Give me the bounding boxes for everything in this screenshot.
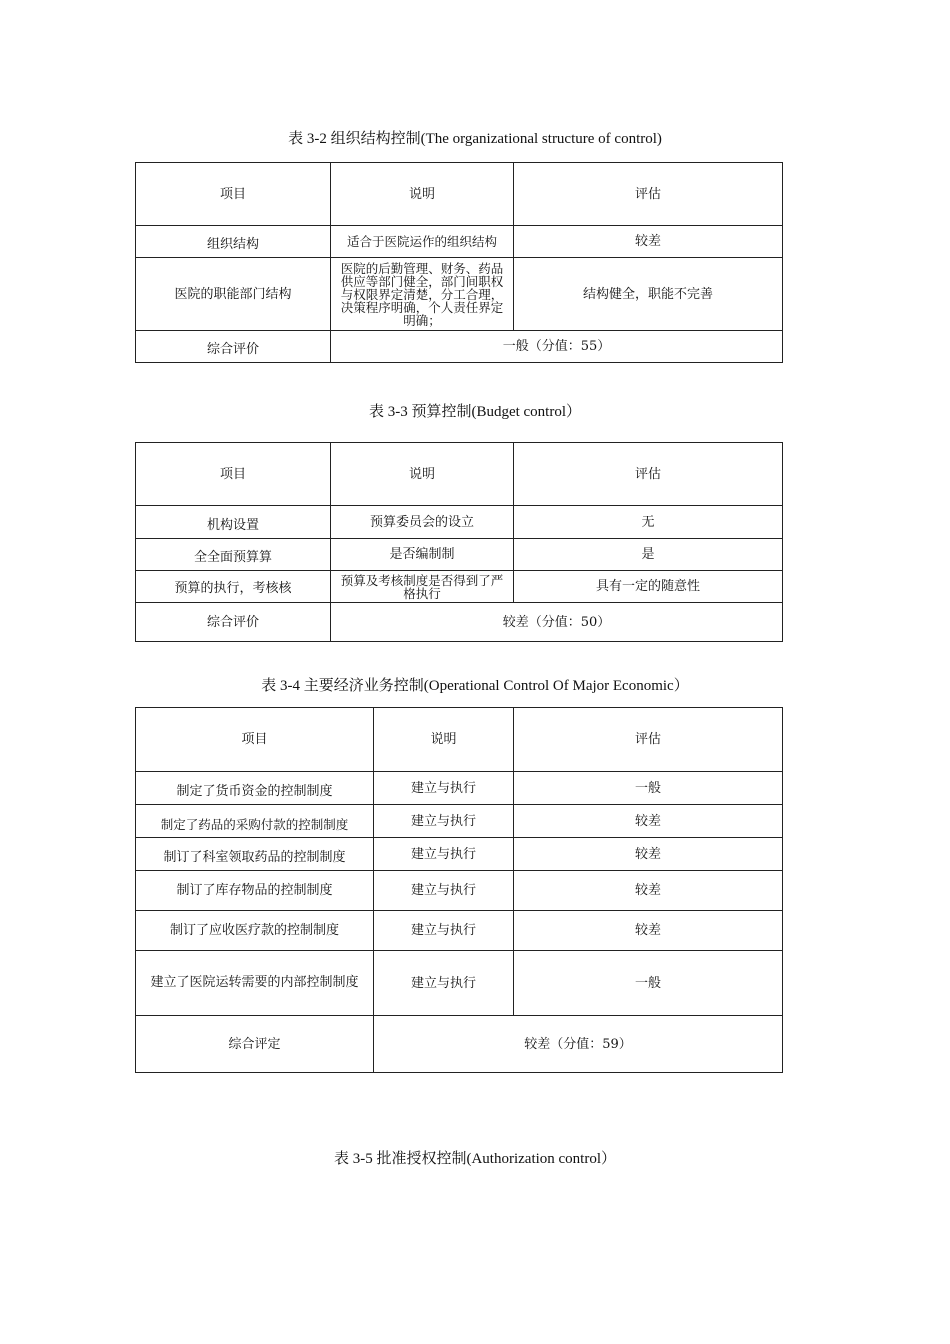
- row-evaluation: 较差: [514, 838, 783, 871]
- table-3-4-caption: [0, 674, 950, 695]
- caption-prefix: 表 3-4 主要经济业务控制: [261, 678, 424, 694]
- summary-row: [136, 331, 783, 363]
- row-evaluation: 具有一定的随意性: [514, 571, 783, 603]
- caption-english: (Budget control: [471, 404, 567, 420]
- row-description: 建立与执行: [374, 871, 514, 911]
- row-evaluation: 较差: [514, 226, 783, 258]
- row-description: 建立与执行: [374, 772, 514, 805]
- row-description: 适合于医院运作的组织结构: [331, 226, 514, 258]
- header-item: 项目: [136, 163, 331, 226]
- summary-value: 较差（分值：59）: [374, 1016, 783, 1073]
- row-evaluation: 较差: [514, 911, 783, 951]
- table-row: [136, 506, 783, 539]
- row-item: 制订了科室领取药品的控制制度: [136, 838, 374, 871]
- caption-close: ）: [566, 404, 582, 420]
- table-row: [136, 911, 783, 951]
- row-description: 预算委员会的设立: [331, 506, 514, 539]
- row-item: 制订了库存物品的控制制度: [136, 871, 374, 911]
- table-row: [136, 772, 783, 805]
- row-item: 医院的职能部门结构: [136, 258, 331, 331]
- caption-prefix: 表 3-2 组织结构控制: [288, 131, 421, 147]
- table-row: [136, 951, 783, 1016]
- summary-value: 一般（分值：55）: [331, 331, 783, 363]
- caption-prefix: 表 3-5 批准授权控制: [333, 1151, 467, 1167]
- header-item: 项目: [136, 443, 331, 506]
- table-row: [136, 805, 783, 838]
- header-description: 说明: [331, 443, 514, 506]
- row-evaluation: 一般: [514, 772, 783, 805]
- row-item: 建立了医院运转需要的内部控制制度: [136, 951, 374, 1016]
- row-description: 建立与执行: [374, 911, 514, 951]
- table-row: [136, 871, 783, 911]
- table-row: [136, 838, 783, 871]
- row-evaluation: 无: [514, 506, 783, 539]
- row-item: 全全面预算算: [136, 539, 331, 571]
- table-3-2-caption: [0, 127, 950, 148]
- caption-english: (Authorization control: [466, 1151, 602, 1167]
- table-3-5-caption: [0, 1147, 950, 1168]
- header-evaluation: 评估: [514, 443, 783, 506]
- row-description: 建立与执行: [374, 951, 514, 1016]
- table-row: [136, 258, 783, 331]
- summary-label: 综合评价: [136, 603, 331, 642]
- table-row: [136, 571, 783, 603]
- row-description: 是否编制制: [331, 539, 514, 571]
- caption-close: ）: [601, 1151, 617, 1167]
- caption-english: (Operational Control Of Major Economic: [423, 678, 674, 694]
- table-3-2: [135, 162, 783, 363]
- row-item: 组织结构: [136, 226, 331, 258]
- row-evaluation: 是: [514, 539, 783, 571]
- row-evaluation: 结构健全，职能不完善: [514, 258, 783, 331]
- row-item: 机构设置: [136, 506, 331, 539]
- row-description: 建立与执行: [374, 838, 514, 871]
- row-item: 制定了货币资金的控制制度: [136, 772, 374, 805]
- row-evaluation: 一般: [514, 951, 783, 1016]
- row-item: 制定了药品的采购付款的控制制度: [136, 805, 374, 838]
- header-item: 项目: [136, 708, 374, 772]
- table-row: [136, 226, 783, 258]
- summary-value: 较差（分值：50）: [331, 603, 783, 642]
- table-header-row: [136, 708, 783, 772]
- table-3-3-caption: [0, 400, 950, 421]
- row-description: 预算及考核制度是否得到了严格执行: [331, 571, 514, 603]
- header-evaluation: 评估: [514, 708, 783, 772]
- table-3-3: [135, 442, 783, 642]
- table-header-row: [136, 443, 783, 506]
- summary-label: 综合评价: [136, 331, 331, 363]
- summary-row: [136, 1016, 783, 1073]
- header-evaluation: 评估: [514, 163, 783, 226]
- row-description: 医院的后勤管理、财务、药品供应等部门健全，部门间职权与权限界定清楚，分工合理，决策程序明确，个人责任界定明确；: [331, 258, 514, 331]
- row-evaluation: 较差: [514, 871, 783, 911]
- header-description: 说明: [331, 163, 514, 226]
- table-header-row: [136, 163, 783, 226]
- caption-prefix: 表 3-3 预算控制: [368, 404, 472, 420]
- table-3-4: [135, 707, 783, 1073]
- row-evaluation: 较差: [514, 805, 783, 838]
- summary-row: [136, 603, 783, 642]
- summary-label: 综合评定: [136, 1016, 374, 1073]
- caption-english: (The organizational structure of control): [420, 131, 662, 147]
- row-description: 建立与执行: [374, 805, 514, 838]
- row-item: 预算的执行，考核核: [136, 571, 331, 603]
- table-row: [136, 539, 783, 571]
- caption-close: ）: [673, 678, 689, 694]
- header-description: 说明: [374, 708, 514, 772]
- row-item: 制订了应收医疗款的控制制度: [136, 911, 374, 951]
